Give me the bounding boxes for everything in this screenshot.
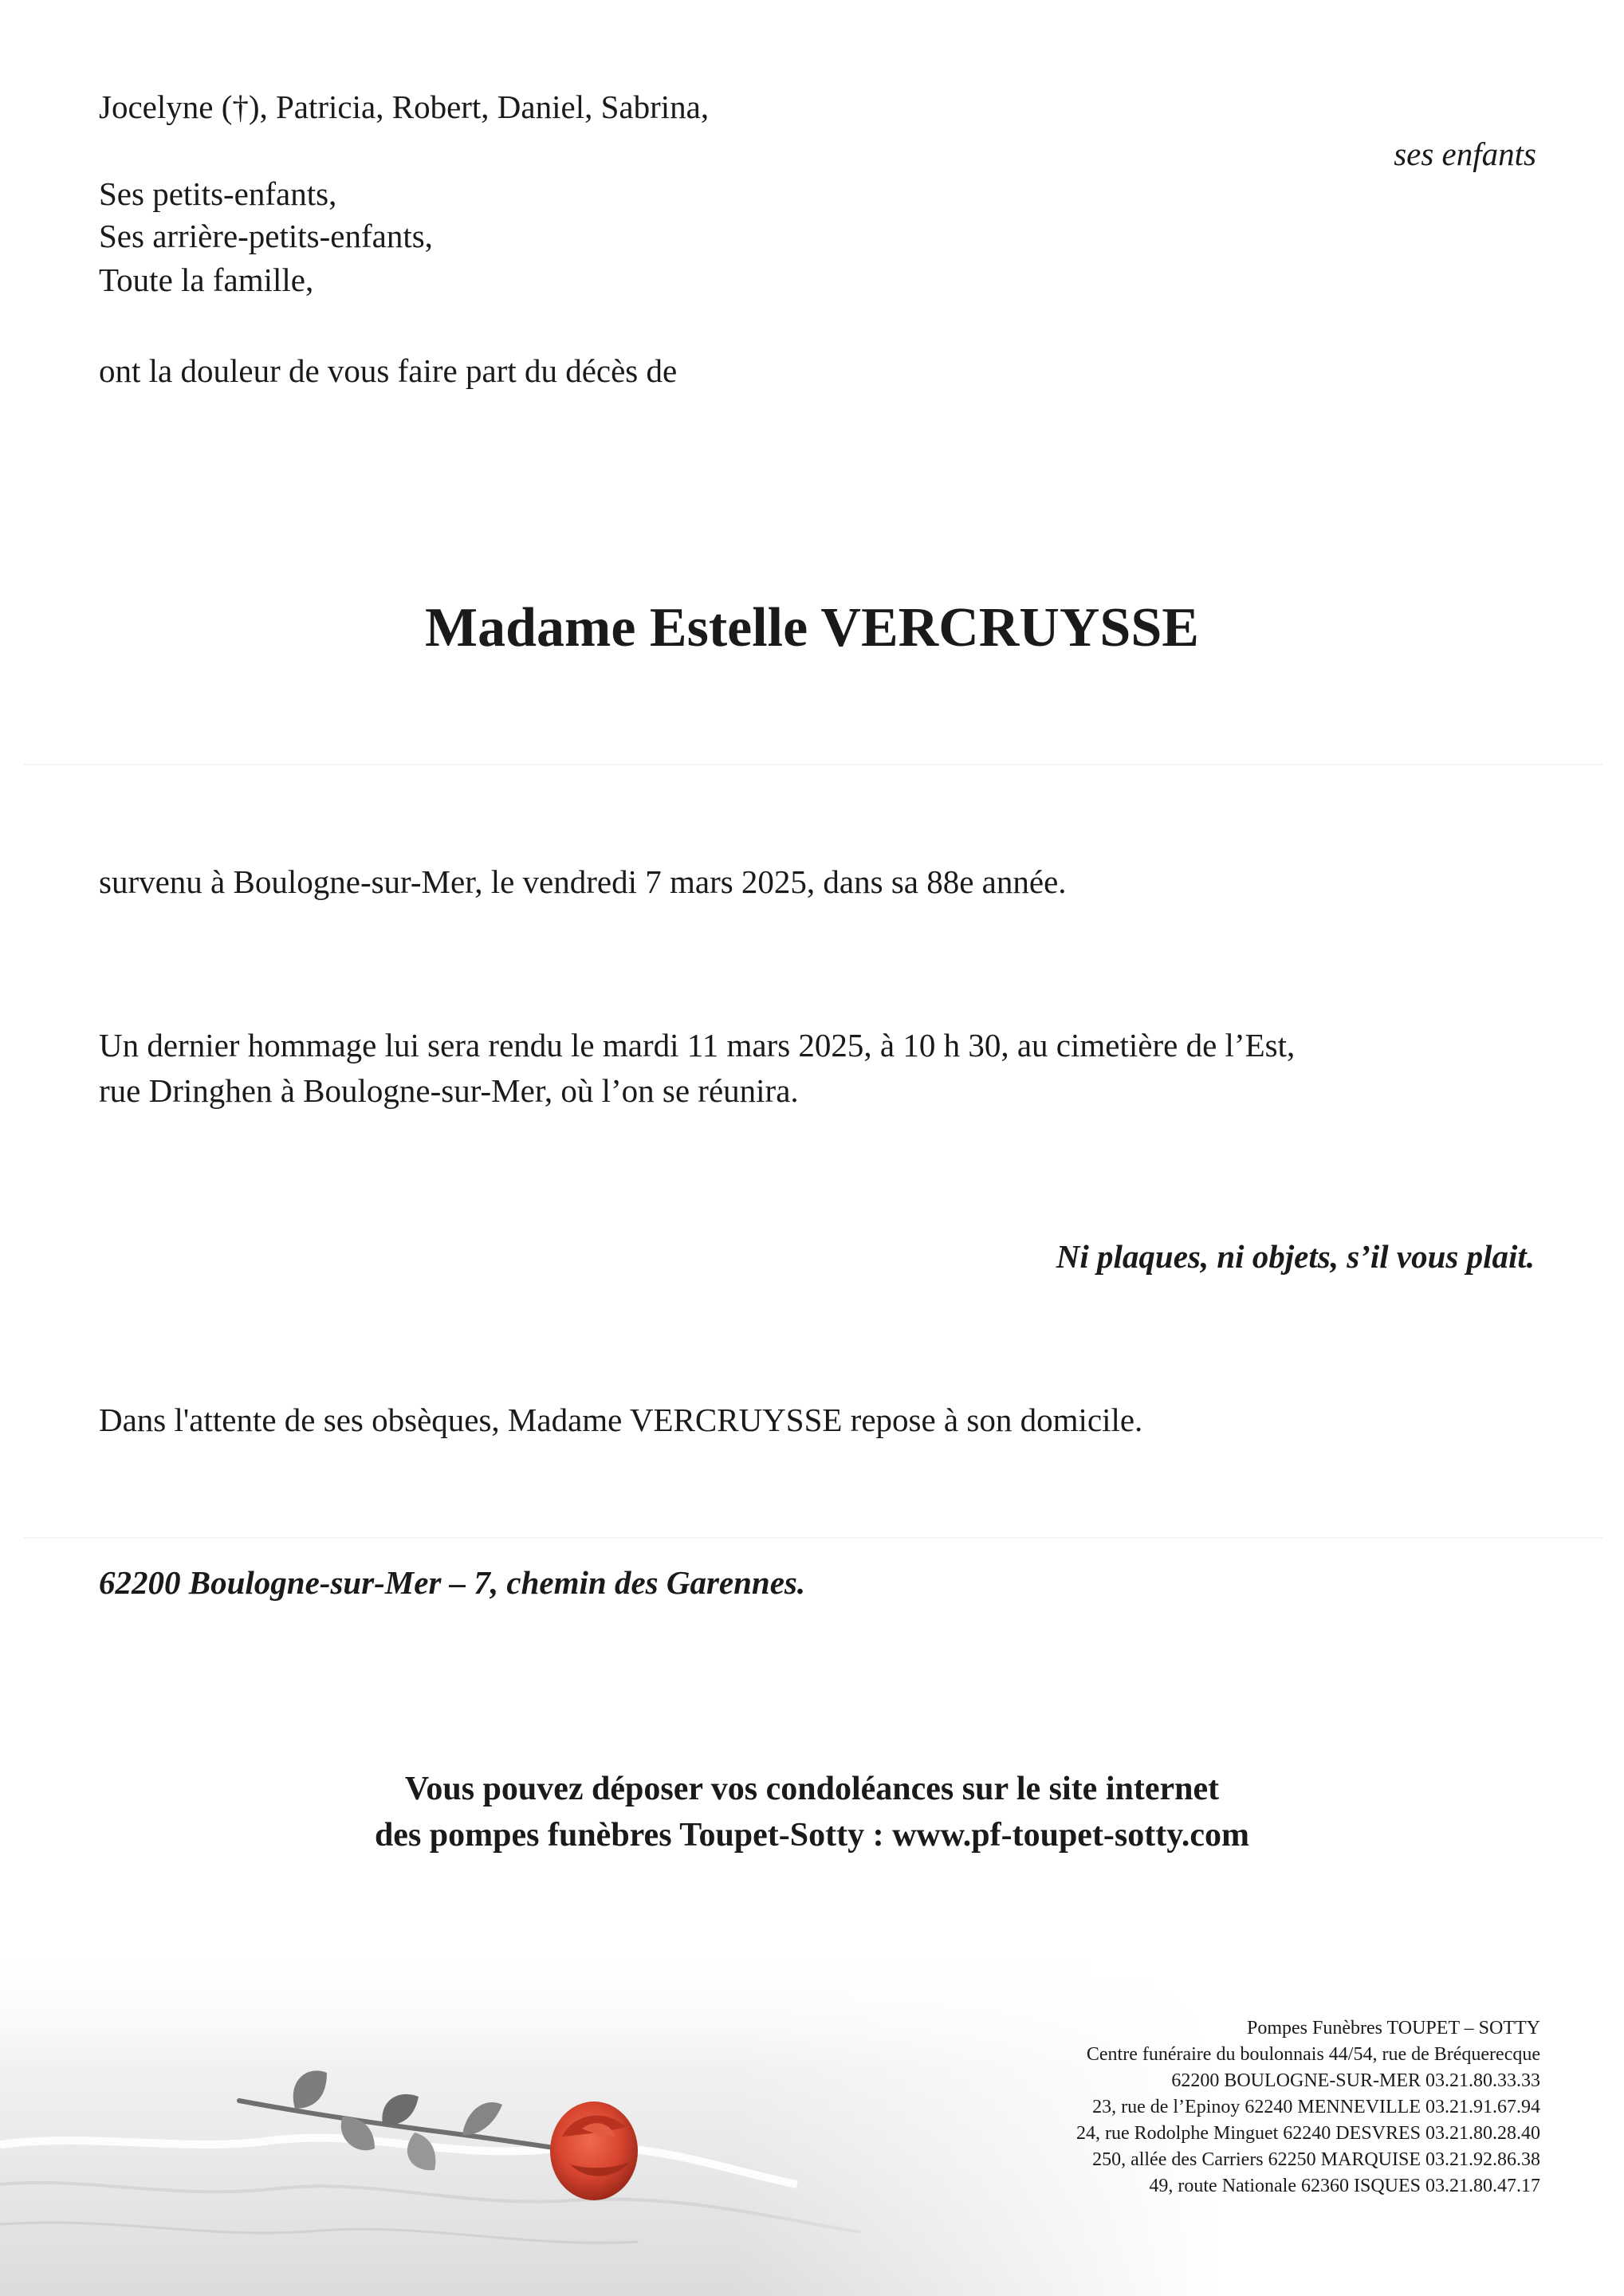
children-role: ses enfants xyxy=(1394,136,1536,172)
home-address: 62200 Boulogne-sur-Mer – 7, chemin des Garennes. xyxy=(99,1564,806,1601)
children-names: Jocelyne (†), Patricia, Robert, Daniel, Sabrina, xyxy=(99,88,710,125)
funeral-home-line: 49, route Nationale 62360 ISQUES 03.21.80.47.17 xyxy=(1149,2176,1540,2196)
funeral-home-line: Centre funéraire du boulonnais 44/54, rue de Bréquerecque xyxy=(1086,2044,1540,2065)
request-notice: Ni plaques, ni objets, s’il vous plait. xyxy=(1056,1238,1535,1275)
funeral-home-line: 23, rue de l’Epinoy 62240 MENNEVILLE 03.21.91.67.94 xyxy=(1092,2097,1540,2117)
funeral-home-line: 24, rue Rodolphe Minguet 62240 DESVRES 03.21.80.28.40 xyxy=(1076,2123,1540,2144)
funeral-home-line: Pompes Funèbres TOUPET – SOTTY xyxy=(1246,2018,1540,2038)
condolences-line-1: Vous pouvez déposer vos condoléances sur le site internet xyxy=(404,1771,1220,1807)
funeral-home-info xyxy=(1076,2015,1540,2200)
ceremony-line-2: rue Dringhen à Boulogne-sur-Mer, où l’on se réunira. xyxy=(99,1072,799,1109)
ceremony-line-1: Un dernier hommage lui sera rendu le mardi 11 mars 2025, à 10 h 30, au cimetière de l’Est, xyxy=(99,1027,1296,1063)
great-grandchildren-line: Ses arrière-petits-enfants, xyxy=(99,218,433,254)
funeral-home-line: 62200 BOULOGNE-SUR-MER 03.21.80.33.33 xyxy=(1171,2070,1540,2091)
condolences-line-2: des pompes funèbres Toupet-Sotty : www.pf-toupet-sotty.com xyxy=(374,1817,1250,1854)
divider xyxy=(24,764,1602,765)
rest-notice: Dans l'attente de ses obsèques, Madame VERCRUYSSE repose à son domicile. xyxy=(99,1402,1143,1438)
condolences-block xyxy=(0,1766,1624,1858)
death-details: survenu à Boulogne-sur-Mer, le vendredi 7 mars 2025, dans sa 88e année. xyxy=(99,863,1067,900)
divider xyxy=(24,1537,1602,1539)
whole-family-line: Toute la famille, xyxy=(99,261,314,298)
announcement: ont la douleur de vous faire part du décès de xyxy=(99,352,678,389)
deceased-name: Madame Estelle VERCRUYSSE xyxy=(425,597,1199,659)
funeral-home-line: 250, allée des Carriers 62250 MARQUISE 03.21.92.86.38 xyxy=(1092,2149,1540,2170)
grandchildren-line: Ses petits-enfants, xyxy=(99,175,337,212)
